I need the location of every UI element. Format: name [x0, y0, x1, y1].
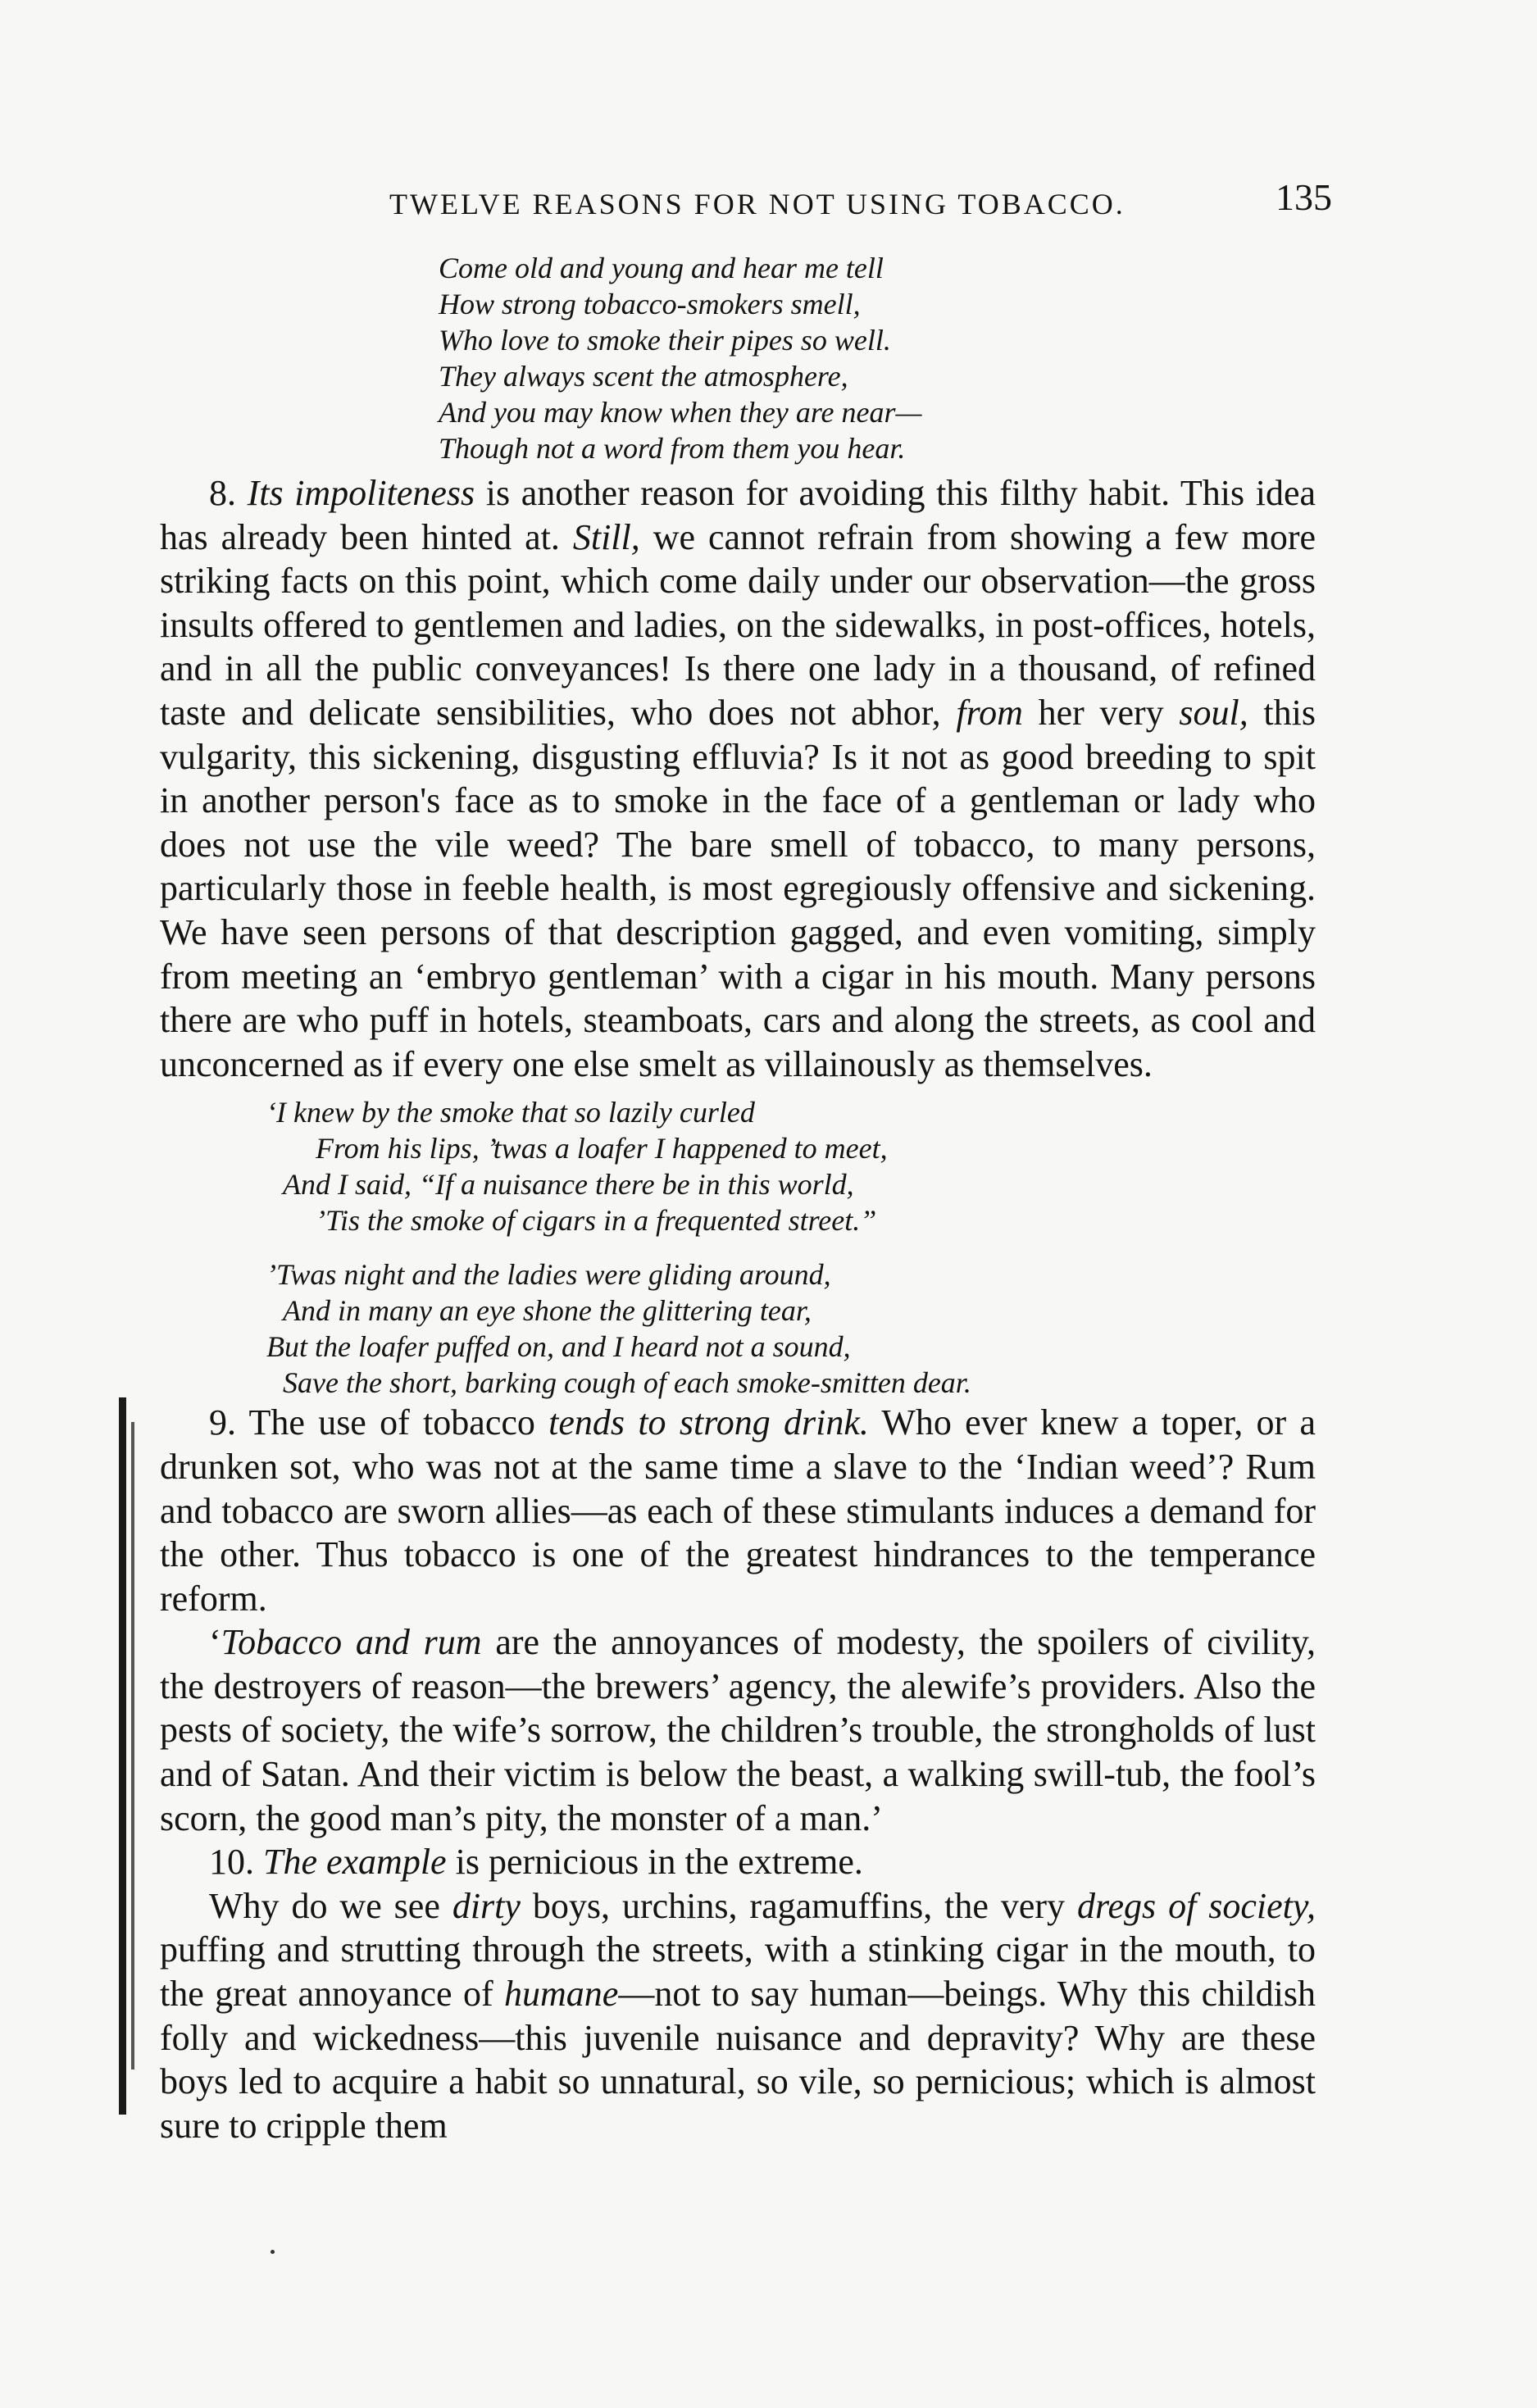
- paragraph-text: is pernicious in the extreme.: [446, 1842, 863, 1883]
- paragraph-quote: [160, 1620, 1316, 1840]
- paragraph-text: this vulgarity, this sickening, disgusting effluvia? Is it not as good breeding to spit in another person's face as to smoke in the face of a gentleman or lady who does not use the vile weed? The bare smell of tobacco, to many persons, particularly those in feeble health, is most egregiously offensive and sickening. We have seen persons of that description gagged, and even vomiting, simply from meeting an ‘embryo gentleman’ with a cigar in his mouth. Many persons there are who puff in hotels, steamboats, cars and along the streets, as cool and unconcerned as if every one else smelt as villainously as themselves.: [160, 692, 1316, 1084]
- paragraph-10: [160, 1840, 1316, 1884]
- paragraph-text: Who ever knew a toper, or a drunken sot, who was not at the same time a slave to the ‘Indian weed’? Rum and tobacco are sworn allies—as each of these stimulants induces a demand for the other. Thus tobacco is one of the greatest hindrances to the temperance reform.: [160, 1402, 1316, 1619]
- emphasis: humane: [504, 1974, 619, 2015]
- paragraph-text: her very: [1022, 692, 1180, 733]
- verse-line: ‘I knew by the smoke that so lazily curled: [266, 1096, 755, 1129]
- verse-line: Though not a word from them you hear.: [439, 432, 906, 465]
- verse-line: ’Twas night and the ladies were gliding around,: [266, 1258, 831, 1292]
- paragraph-number: 8.: [209, 473, 236, 513]
- emphasis: from: [956, 692, 1023, 733]
- verse-3: [266, 1256, 1316, 1401]
- margin-bar: [119, 1397, 126, 2115]
- paragraph-9: [160, 1401, 1316, 1620]
- verse-line: ’Tis the smoke of cigars in a frequented street.”: [316, 1204, 877, 1238]
- paragraph-number: 10.: [209, 1842, 254, 1883]
- paragraph-why: [160, 1884, 1316, 2148]
- emphasis: The example: [263, 1842, 447, 1883]
- paragraph-8: [160, 471, 1316, 1086]
- paragraph-text: The use of tobacco: [236, 1402, 549, 1443]
- emphasis: Tobacco and rum: [221, 1622, 482, 1663]
- verse-line: Save the short, barking cough of each smoke-smitten dear.: [283, 1366, 971, 1400]
- verse-2: [266, 1094, 1316, 1238]
- verse-line: And you may know when they are near—: [439, 396, 922, 429]
- verse-line: They always scent the atmosphere,: [439, 360, 848, 393]
- running-head: [389, 176, 1348, 221]
- paragraph-text: —not to say human—beings. Why this childish folly and wickedness—this juvenile nuisance and depravity? Why are these boys led to acquire a habit so unnatural, so vile, so pernicious; which is almost sure to cripple them: [160, 1974, 1316, 2146]
- emphasis: tends to strong drink.: [548, 1402, 869, 1443]
- text-block: [160, 250, 1316, 2147]
- paragraph-text: are the annoyances of modesty, the spoilers of civility, the destroyers of reason—the brewers’ agency, the alewife’s providers. Also the pests of society, the wife’s sorrow, the children’s trouble, the strongholds of lust and of Satan. And their victim is below the beast, a walking swill-tub, the fool’s scorn, the good man’s pity, the monster of a man.’: [160, 1622, 1316, 1838]
- emphasis: soul,: [1179, 692, 1248, 733]
- emphasis: dregs of society,: [1077, 1885, 1316, 1926]
- emphasis: Still,: [572, 516, 640, 557]
- verse-line: How strong tobacco-smokers smell,: [439, 288, 861, 320]
- paragraph-text: boys, urchins, ragamuffins, the very: [520, 1885, 1077, 1926]
- page-number: 135: [1276, 176, 1332, 218]
- paragraph-text: is another reason for avoiding this filthy habit. This idea has already been hinted at.: [160, 473, 1316, 557]
- verse-line: Who love to smoke their pipes so well.: [439, 324, 891, 357]
- paragraph-number: 9.: [209, 1402, 236, 1443]
- paragraph-text: we cannot refrain from showing a few more striking facts on this point, which come daily under our observation—the gross insults offered to gentlemen and ladies, on the sidewalks, in post-offices, hotels, and in all the public conveyances! Is there one lady in a thousand, of refined taste and delicate sensibilities, who does not abhor,: [160, 516, 1316, 733]
- verse-line: And in many an eye shone the glittering tear,: [283, 1294, 812, 1328]
- emphasis: Its impoliteness: [247, 473, 475, 513]
- verse-line: But the loafer puffed on, and I heard not a sound,: [266, 1330, 851, 1364]
- paragraph-text: Why do we see: [209, 1885, 452, 1926]
- verse-line: Come old and young and hear me tell: [439, 252, 884, 284]
- quote-mark: ‘: [209, 1622, 221, 1663]
- verse-1: [439, 250, 1316, 466]
- emphasis: dirty: [452, 1885, 521, 1926]
- running-head-title: TWELVE REASONS FOR NOT USING TOBACCO.: [389, 188, 1125, 220]
- paragraph-text: puffing and strutting through the streets, with a stinking cigar in the mouth, to the great annoyance of: [160, 1929, 1316, 2015]
- stray-mark: [271, 2250, 275, 2254]
- margin-bar-inner: [131, 1422, 134, 2070]
- verse-line: From his lips, ’twas a loafer I happened to meet,: [316, 1132, 888, 1165]
- verse-line: And I said, “If a nuisance there be in this world,: [283, 1168, 854, 1202]
